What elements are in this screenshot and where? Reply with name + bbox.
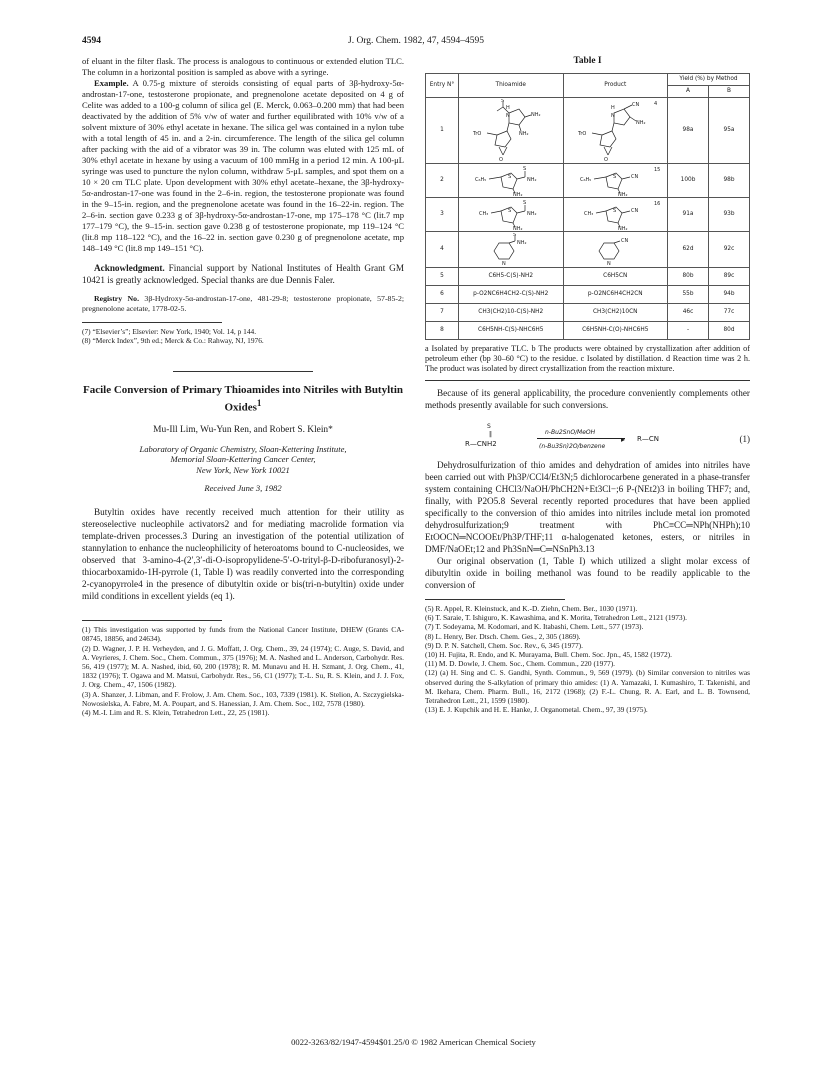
table-bottom-rule [425, 380, 750, 381]
svg-text:S: S [523, 199, 527, 206]
registry-text: 3β-Hydroxy-5α-androstan-17-one, 481-29-8; testosterone propionate, 57-85-2; pregnenolone acetate, 1778-02-5. [82, 294, 405, 313]
footnote: (7) “Elsevier’s”; Elsevier: New York, 1940; Vol. 14, p 144. [82, 326, 257, 336]
footnote: (2) D. Wagner, J. P. H. Verheyden, and J. G. Moffatt, J. Org. Chem., 39, 24 (1974); C. Auge, S. David, and A. Veyrieres, J. Chem. Soc., Chem. Commun., 375 (1976); M. A. Nashed and L. Anderson, Carbohydr. Res. 56, 419 (1977); M. A. Nashed, ibid, 60, 200 (1978); R. M. Munavu and H. H. Szmant, J. Org. Chem., 41, 1832 (1976); T. Ogawa and M. Matsui, Carbohydr. Res., 56, C1 (1977); T.-L. Su, R. S. Klein, and J. J. Fox, J. Org. Chem., 47, 1506 (1982). [82, 643, 404, 690]
product-structure [563, 198, 668, 232]
svg-text:NH₂: NH₂ [517, 239, 527, 246]
svg-text:NH₂: NH₂ [617, 191, 628, 197]
svg-text:NH₂: NH₂ [513, 191, 523, 197]
yield-b: 89c [709, 268, 750, 286]
pyridine-thioamide-structure [459, 233, 559, 267]
example-label: Example. [94, 78, 129, 88]
section-rule [173, 371, 313, 372]
equation-reactant: R—CNH2 [465, 440, 497, 448]
svg-text:NH₂: NH₂ [527, 210, 537, 217]
example-paragraph [82, 78, 404, 254]
svg-text:S: S [513, 232, 517, 238]
svg-text:H: H [506, 104, 510, 111]
svg-text:CN: CN [630, 173, 638, 180]
svg-text:NH₂: NH₂ [617, 225, 628, 231]
page-footer: 0022-3263/82/1947-4594$01.25/0 © 1982 American Chemical Society [291, 1037, 536, 1047]
footnote: (8) “Merck Index”, 9th ed.; Merck & Co.: Rahway, NJ, 1976. [82, 335, 264, 345]
reagent-top: n-Bu2SnO/MeOH [545, 429, 596, 436]
svg-text:S: S [612, 207, 616, 214]
title-footnote-mark: 1 [256, 398, 262, 408]
thioamide-structure [459, 98, 564, 164]
footnote: (11) M. D. Dowle, J. Chem. Soc., Chem. Commun., 220 (1977). [425, 659, 616, 669]
table-row [426, 322, 750, 340]
svg-text:N: N [506, 112, 510, 119]
methylthiophene-nitrile-structure [564, 199, 664, 231]
col-product: Product [563, 74, 668, 98]
nucleoside-nitrile-structure [564, 99, 664, 163]
svg-text:NH₂: NH₂ [513, 225, 523, 231]
footnote: (10) H. Fujita, R. Endo, and K. Murayama, Bull. Chem. Soc. Jpn., 45, 1582 (1972). [425, 650, 672, 660]
running-header [82, 36, 750, 52]
svg-text:NH₂: NH₂ [519, 130, 529, 137]
yield-a: - [668, 322, 709, 340]
svg-text:C₆H₅: C₆H₅ [475, 176, 487, 183]
thioamide-formula: CH3(CH2)10-C(S)-NH2 [459, 304, 564, 322]
svg-text:S: S [508, 173, 512, 180]
table-row [426, 164, 750, 198]
col-yield: Yield (%) by Method [668, 74, 750, 86]
footnote: (6) T. Saraie, T. Ishiguro, K. Kawashima, and K. Morita, Tetrahedron Lett., 2121 (1973). [425, 613, 687, 623]
thioamide-formula: C6H5NH-C(S)-NHC6H5 [459, 322, 564, 340]
journal-citation: J. Org. Chem. 1982, 47, 4594–4595 [348, 36, 484, 46]
yield-a: 80b [668, 268, 709, 286]
thioamide-formula: p-O2NC6H4CH2-C(S)-NH2 [459, 286, 564, 304]
footnote: (8) L. Henry, Ber. Dtsch. Chem. Ges., 2, 305 (1869). [425, 631, 581, 641]
svg-text:4: 4 [653, 100, 657, 107]
yield-b: 95a [709, 98, 750, 164]
received-date: Received June 3, 1982 [204, 483, 282, 494]
footnote: (1) This investigation was supported by funds from the National Cancer Institute, DHEW (Grants CA-08745, 18856, and 24634). [82, 625, 404, 644]
right-column [425, 56, 750, 714]
ack-text: Financial support by National Institutes of Health Grant GM 10421 is greatly acknowledged. Special thanks are due Dennis Faler. [82, 263, 404, 285]
svg-text:O: O [499, 156, 503, 163]
col-method-a: A [668, 86, 709, 98]
entry-number: 4 [426, 232, 459, 268]
equation-1 [425, 417, 750, 459]
ack-label: Acknowledgment. [94, 263, 165, 273]
reaction-arrow [537, 438, 625, 439]
col-entry: Entry N° [426, 74, 459, 98]
table-row [426, 304, 750, 322]
product-structure [563, 98, 668, 164]
footnotes-bottom [82, 625, 404, 717]
entry-number: 7 [426, 304, 459, 322]
arrow-head: ▸ [621, 435, 626, 444]
footnote: (3) A. Shanzer, J. Libman, and F. Frolow, J. Am. Chem. Soc., 103, 7339 (1981). K. Stelion, A. Szczygielska-Nowosielska, A. Fabre, M. A. Poupart, and S. Hanessian, J. Am. Chem. Soc., 102, 7578 (1980). [82, 689, 404, 708]
svg-text:15: 15 [653, 166, 660, 173]
yield-b: 77c [709, 304, 750, 322]
thioamide-formula: C6H5-C(S)-NH2 [459, 268, 564, 286]
yield-b: 80d [709, 322, 750, 340]
entry-number: 5 [426, 268, 459, 286]
svg-text:NH₂: NH₂ [527, 176, 537, 183]
pyridine-nitrile-structure [564, 233, 664, 267]
svg-text:16: 16 [653, 200, 660, 207]
left-column [82, 56, 404, 717]
reagent-bottom: (n-Bu3Sn)2O/benzene [539, 443, 606, 450]
svg-text:NH₂: NH₂ [635, 119, 646, 126]
svg-text:TrO: TrO [577, 130, 586, 137]
footnote: (5) R. Appel, R. Kleinstuck, and K.-D. Ziehn, Chem. Ber., 1030 (1971). [425, 604, 638, 613]
svg-text:CN: CN [630, 207, 638, 214]
acknowledgment [82, 262, 404, 286]
paragraph: Dehydrosulfurization of thio amides and dehydration of amides into nitriles have been carried out with Ph3P/CCl4/Et3N;5 dichlorocarbene generated in a phase-transfer system containing CHCl3/NaOH/PhCH2N+Et3Cl−;6 P-(NEt2)3 in boiling THF7; and, finally, with P2O5.8 Several recently reported procedures that have been applied specifically to the conversion of thio amides into nitriles include metal ion promoted dehydrosulfurization;9 treatment with PhC≡CC═NPh(NHPh);10 EtOOCN═NCOOEt/Ph3P/THF;11 α-halogenated ketones, esters, or nitriles in DMF/NaOEt;12 and Ph3SnN═C═NSnPh3.13 [425, 460, 750, 554]
table-row [426, 198, 750, 232]
product-formula: CH3(CH2)10CN [563, 304, 668, 322]
footnote: (4) M.-I. Lim and R. S. Klein, Tetrahedron Lett., 22, 25 (1981). [82, 707, 270, 717]
thiocarbonyl-s: S [487, 423, 491, 430]
footnote: (9) D. P. N. Satchell, Chem. Soc. Rev., 6, 345 (1977). [425, 640, 583, 650]
entry-number: 2 [426, 164, 459, 198]
double-bond-mark: ‖ [489, 431, 492, 438]
footnote: (12) (a) H. Sing and C. S. Gandhi, Synth. Commun., 9, 569 (1979). (b) Similar conversion to nitriles was observed during the S-alkylation of primary thio amides: (1) A. Yamazaki, I. Kumashiro, T. Takenishi, and M. Ikehara, Chem. Pharm. Bull., 16, 2172 (1968); (2) F.-L. Chung, R. A. Earl, and L. B. Townsend, Tetrahedron Lett., 21, 1599 (1980). [425, 668, 750, 706]
yield-a: 91a [668, 198, 709, 232]
authors: Mu-Ill Lim, Wu-Yun Ren, and Robert S. Klein* [153, 424, 333, 435]
paragraph: of eluant in the filter flask. The process is analogous to continuous or extended elution TLC. The column in a horizontal position is sampled as above with a syringe. [82, 56, 404, 77]
table-row [426, 232, 750, 268]
registry-numbers [82, 294, 404, 314]
svg-text:N: N [610, 112, 615, 119]
paragraph: Our original observation (1, Table I) which utilized a slight molar excess of dibutyltin oxide in boiling methanol was found to be readily applicable to the conversion of [425, 556, 750, 590]
affiliation: Laboratory of Organic Chemistry, Sloan-Kettering Institute, Memorial Sloan-Kettering Cancer Center, New York, New York 10021 [139, 443, 347, 475]
nucleoside-thioamide-structure [459, 99, 559, 163]
methylthiophene-thioamide-structure [459, 199, 559, 231]
page-number: 4594 [82, 36, 101, 46]
footnote-rule [82, 620, 222, 621]
yield-b: 94b [709, 286, 750, 304]
phenylthiophene-nitrile-structure [564, 165, 664, 197]
equation-product: R—CN [637, 435, 659, 443]
yield-b: 92c [709, 232, 750, 268]
footnote: (7) T. Sodeyama, M. Kodomari, and K. Itabashi, Chem. Lett., 577 (1973). [425, 622, 644, 632]
entry-number: 3 [426, 198, 459, 232]
yield-a: 98a [668, 98, 709, 164]
equation-number: (1) [739, 434, 750, 444]
entry-number: 8 [426, 322, 459, 340]
svg-text:TrO: TrO [473, 130, 482, 137]
table-1 [425, 73, 750, 340]
thioamide-structure [459, 198, 564, 232]
yield-b: 93b [709, 198, 750, 232]
svg-text:CN: CN [631, 101, 639, 108]
example-text: A 0.75-g mixture of steroids consisting of equal parts of 3β-hydroxy-5α-androstan-17-one, testosterone propionate, and pregnenolone acetate deposited on 4 g of Celite was added to a 100-g column of silica gel (E. Merck, 0.063–0.200 mm) that had been deactivated by the addition of 5% v/w of water and further equilibrated with 10% v/w of a solvent mixture of 30% ethyl acetate in hexane. The silica gel was contained in a nylon tube with a total length of 45 in. and a 2-in. circumference. The length of the silica gel column after packing with the aid of a vibrator was 39 in. The column was eluted with 125 mL of 30% ethyl acetate in hexane by using a vacuum of 100 mmHg in a period 12 min. A 100-μL syringe was used to puncture the nylon column, withdraw 5-μL samples, and spot them on a 10 × 20 cm TLC plate. Upon development with 30% ethyl acetate–hexane, the 3β-hydroxy-5α-androstan-17-one was found in the 2–6-in. region, the testosterone propionate was found in the 9–15-in. region, and the pregnenolone acetate was found in the 16–22-in. region. The 2–6-in. section gave 0.233 g of 3β-hydroxy-5α-androstan-17-one, mp 175–178 °C (lit.7 mp 177–179 °C), the 9–15-in. section gave 0.238 g of testosterone propionate, mp 119–124 °C (lit.8 mp 118–122 °C), and the 16–22 in. section gave 0.230 g of pregnenolone acetate, mp 148–149 °C (lit.8 mp 149–151 °C). [82, 78, 404, 253]
svg-text:CH₃: CH₃ [479, 210, 489, 217]
thioamide-structure [459, 232, 564, 268]
svg-text:N: N [502, 260, 506, 267]
svg-text:S: S [501, 98, 505, 104]
footnotes-right [425, 604, 750, 714]
table-footnotes: a Isolated by preparative TLC. b The products were obtained by crystallization after addition of petroleum ether (bp 30–60 °C) to the residue. c Isolated by distillation. d Reaction time was 2 h. The product was isolated by direct crystallization from the reaction mixture. [425, 344, 750, 373]
registry-label: Registry No. [94, 294, 140, 303]
svg-text:S: S [523, 165, 527, 172]
table-row [426, 268, 750, 286]
product-structure [563, 164, 668, 198]
yield-a: 100b [668, 164, 709, 198]
svg-text:O: O [603, 156, 608, 163]
intro-paragraph: Butyltin oxides have recently received much attention for their utility as stereoselective nucleophile activators2 and for mediating macrolide formation via template-driven processes.3 During an investigation of the potential utilization of stannylation to enhance the nucleophilicity of heteroatoms bound to C-nucleosides, we observed that 3-amino-4-(2′,3′-di-O-isopropylidene-5′-O-trityl-β-D-ribofuranosyl)-2-thiocarboxamido-1H-pyrrole (1, Table I) was readily converted into the corresponding 2-cyanopyrrole4 in the presence of dibutyltin oxide or bis(tri-n-butyltin) oxide under mild conditions in excellent yields (eq 1). [82, 507, 404, 602]
svg-text:NH₂: NH₂ [531, 111, 541, 118]
footnote-rule [82, 322, 222, 323]
table-row [426, 286, 750, 304]
table-row [426, 98, 750, 164]
entry-number: 6 [426, 286, 459, 304]
article-title: Facile Conversion of Primary Thioamides into Nitriles with Butyltin Oxides$^1$ [82, 384, 403, 414]
svg-text:CH₃: CH₃ [583, 210, 593, 217]
svg-text:S: S [612, 173, 616, 180]
footnotes-top [82, 327, 404, 345]
table-title: Table I [573, 56, 602, 66]
yield-a: 62d [668, 232, 709, 268]
col-thioamide: Thioamide [459, 74, 564, 98]
thioamide-structure [459, 164, 564, 198]
paragraph: Because of its general applicability, the procedure conveniently complements other methods presently available for such conversions. [425, 388, 750, 410]
product-formula: C6H5CN [563, 268, 668, 286]
svg-text:C₆H₅: C₆H₅ [579, 176, 591, 183]
product-formula: p-O2NC6H4CH2CN [563, 286, 668, 304]
col-method-b: B [709, 86, 750, 98]
yield-a: 46c [668, 304, 709, 322]
svg-text:S: S [508, 207, 512, 214]
svg-text:N: N [606, 260, 611, 267]
phenylthiophene-thioamide-structure [459, 165, 559, 197]
product-formula: C6H5NH-C(O)-NHC6H5 [563, 322, 668, 340]
yield-a: 55b [668, 286, 709, 304]
footnote: (13) E. J. Kupchik and H. E. Hanke, J. Organometal. Chem., 97, 39 (1975). [425, 705, 648, 715]
yield-b: 98b [709, 164, 750, 198]
footnote-rule [425, 599, 565, 600]
entry-number: 1 [426, 98, 459, 164]
svg-text:CN: CN [620, 237, 628, 244]
svg-text:H: H [610, 104, 615, 111]
product-structure [563, 232, 668, 268]
